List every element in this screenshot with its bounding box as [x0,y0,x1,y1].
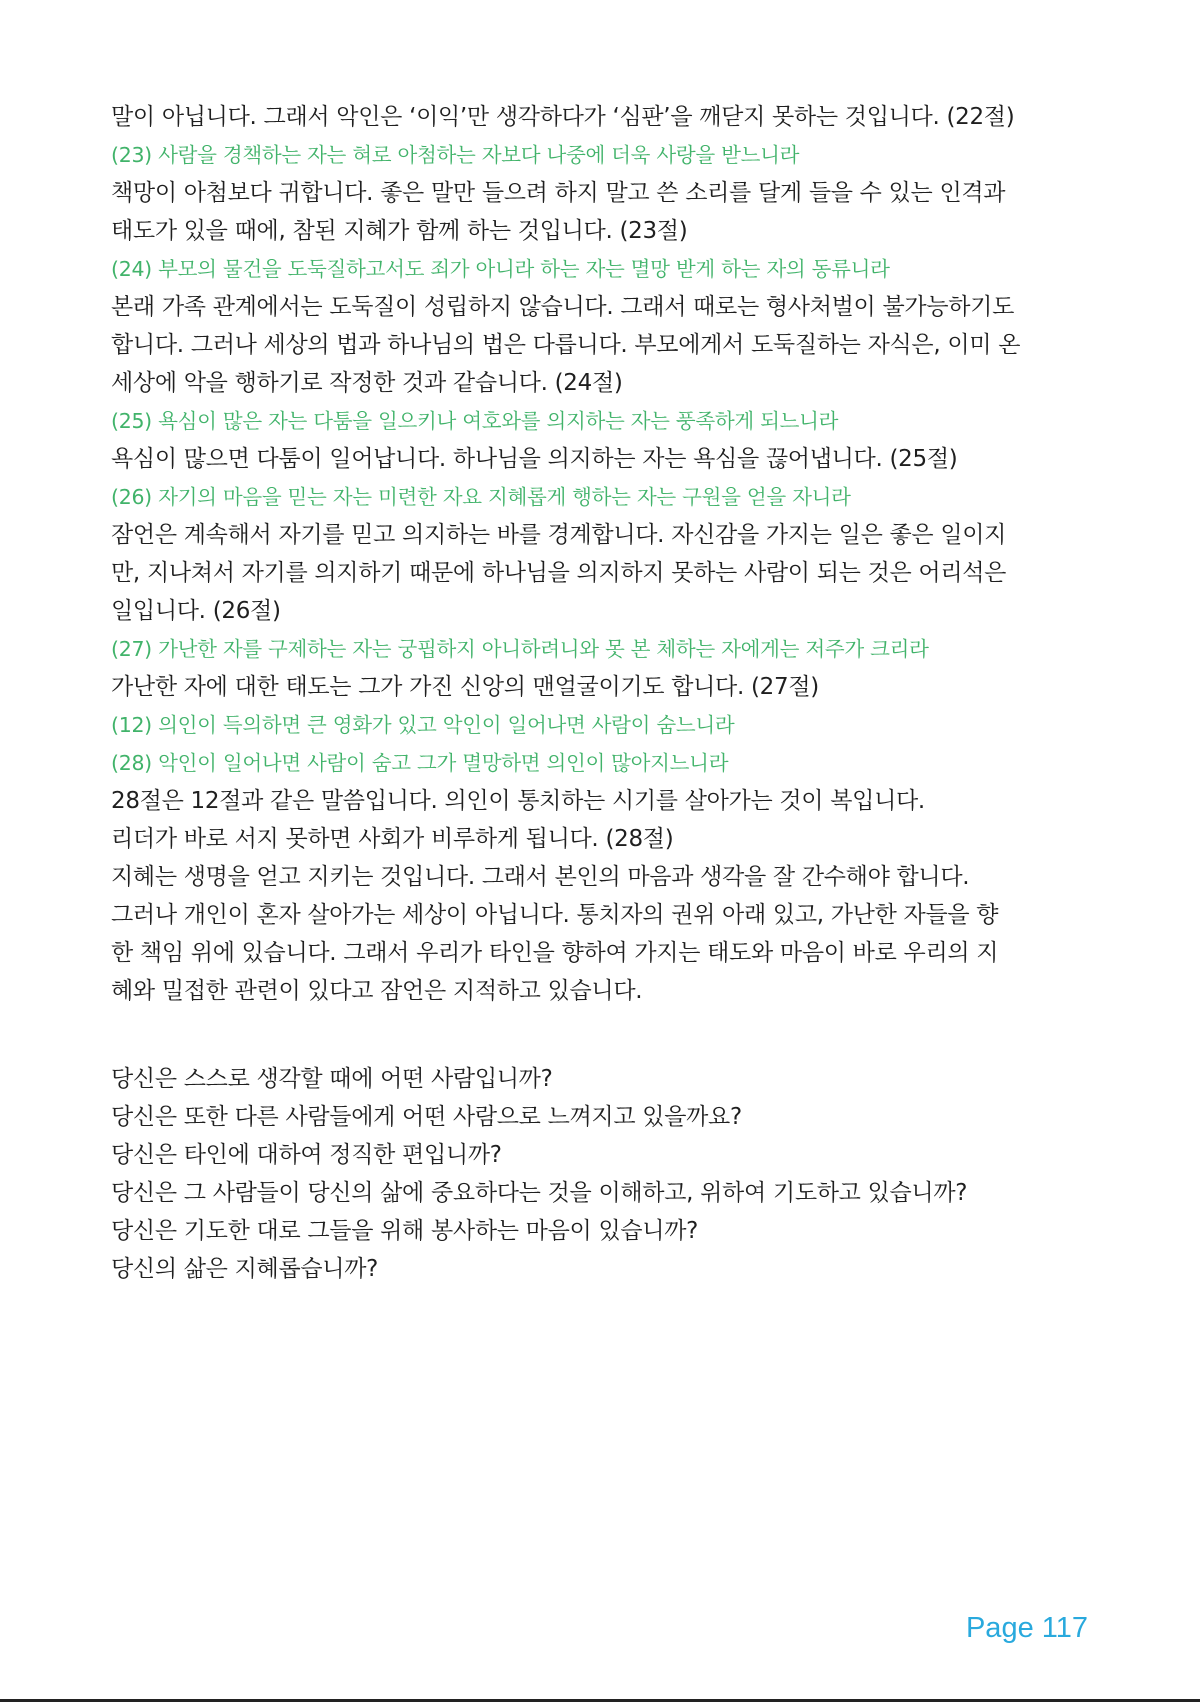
question-line: 당신은 스스로 생각할 때에 어떤 사람입니까? [111,1066,553,1092]
question-line: 당신은 그 사람들이 당신의 삶에 중요하다는 것을 이해하고, 위하여 기도하고 있습니까? [111,1180,968,1206]
scripture-verse-line: (23) 사람을 경책하는 자는 혀로 아첨하는 자보다 나중에 더욱 사랑을 받느니라 [111,143,800,167]
paragraph-gap [111,1010,1091,1060]
commentary-line: 일입니다. (26절) [111,598,281,624]
commentary-line: 합니다. 그러나 세상의 법과 하나님의 법은 다릅니다. 부모에게서 도둑질하는 자식은, 이미 온 [111,332,1021,358]
commentary-line: 한 책임 위에 있습니다. 그래서 우리가 타인을 향하여 가지는 태도와 마음이 바로 우리의 지 [111,940,999,966]
scripture-verse-line: (24) 부모의 물건을 도둑질하고서도 죄가 아니라 하는 자는 멸망 받게 하는 자의 동류니라 [111,257,890,281]
page-number: Page 117 [965,1612,1088,1644]
commentary-line: 그러나 개인이 혼자 살아가는 세상이 아닙니다. 통치자의 권위 아래 있고, 가난한 자들을 향 [111,902,999,928]
scripture-verse-line: (12) 의인이 득의하면 큰 영화가 있고 악인이 일어나면 사람이 숨느니라 [111,713,735,737]
body-text [111,98,1091,1010]
commentary-line: 세상에 악을 행하기로 작정한 것과 같습니다. (24절) [111,370,623,396]
question-line: 당신의 삶은 지혜롭습니까? [111,1256,379,1282]
commentary-line: 28절은 12절과 같은 말씀입니다. 의인이 통치하는 시기를 살아가는 것이 복입니다. [111,788,925,814]
scripture-verse-line: (25) 욕심이 많은 자는 다툼을 일으키나 여호와를 의지하는 자는 풍족하게 되느니라 [111,409,839,433]
question-line: 당신은 타인에 대하여 정직한 편입니까? [111,1142,502,1168]
page-content [111,98,1091,1288]
commentary-line: 잠언은 계속해서 자기를 믿고 의지하는 바를 경계합니다. 자신감을 가지는 일은 좋은 일이지 [111,522,1007,548]
commentary-line: 태도가 있을 때에, 참된 지혜가 함께 하는 것입니다. (23절) [111,218,688,244]
commentary-line: 본래 가족 관계에서는 도둑질이 성립하지 않습니다. 그래서 때로는 형사처벌이 불가능하기도 [111,294,1014,320]
question-line: 당신은 또한 다른 사람들에게 어떤 사람으로 느껴지고 있을까요? [111,1104,742,1130]
commentary-line: 만, 지나쳐서 자기를 의지하기 때문에 하나님을 의지하지 못하는 사람이 되는 것은 어리석은 [111,560,1007,586]
reflection-questions [111,1060,1091,1288]
commentary-line: 가난한 자에 대한 태도는 그가 가진 신앙의 맨얼굴이기도 합니다. (27절) [111,674,819,700]
commentary-line: 책망이 아첨보다 귀합니다. 좋은 말만 들으려 하지 말고 쓴 소리를 달게 들을 수 있는 인격과 [111,180,1006,206]
commentary-line: 말이 아닙니다. 그래서 악인은 ‘이익’만 생각하다가 ‘심판’을 깨닫지 못하는 것입니다. (22절) [111,104,1015,130]
commentary-line: 욕심이 많으면 다툼이 일어납니다. 하나님을 의지하는 자는 욕심을 끊어냅니다. (25절) [111,446,958,472]
commentary-line: 리더가 바로 서지 못하면 사회가 비루하게 됩니다. (28절) [111,826,674,852]
question-line: 당신은 기도한 대로 그들을 위해 봉사하는 마음이 있습니까? [111,1218,699,1244]
commentary-line: 혜와 밀접한 관련이 있다고 잠언은 지적하고 있습니다. [111,978,643,1004]
commentary-line: 지혜는 생명을 얻고 지키는 것입니다. 그래서 본인의 마음과 생각을 잘 간수해야 합니다. [111,864,970,890]
scripture-verse-line: (27) 가난한 자를 구제하는 자는 궁핍하지 아니하려니와 못 본 체하는 자에게는 저주가 크리라 [111,637,929,661]
scripture-verse-line: (28) 악인이 일어나면 사람이 숨고 그가 멸망하면 의인이 많아지느니라 [111,751,729,775]
scripture-verse-line: (26) 자기의 마음을 믿는 자는 미련한 자요 지혜롭게 행하는 자는 구원을 얻을 자니라 [111,485,851,509]
